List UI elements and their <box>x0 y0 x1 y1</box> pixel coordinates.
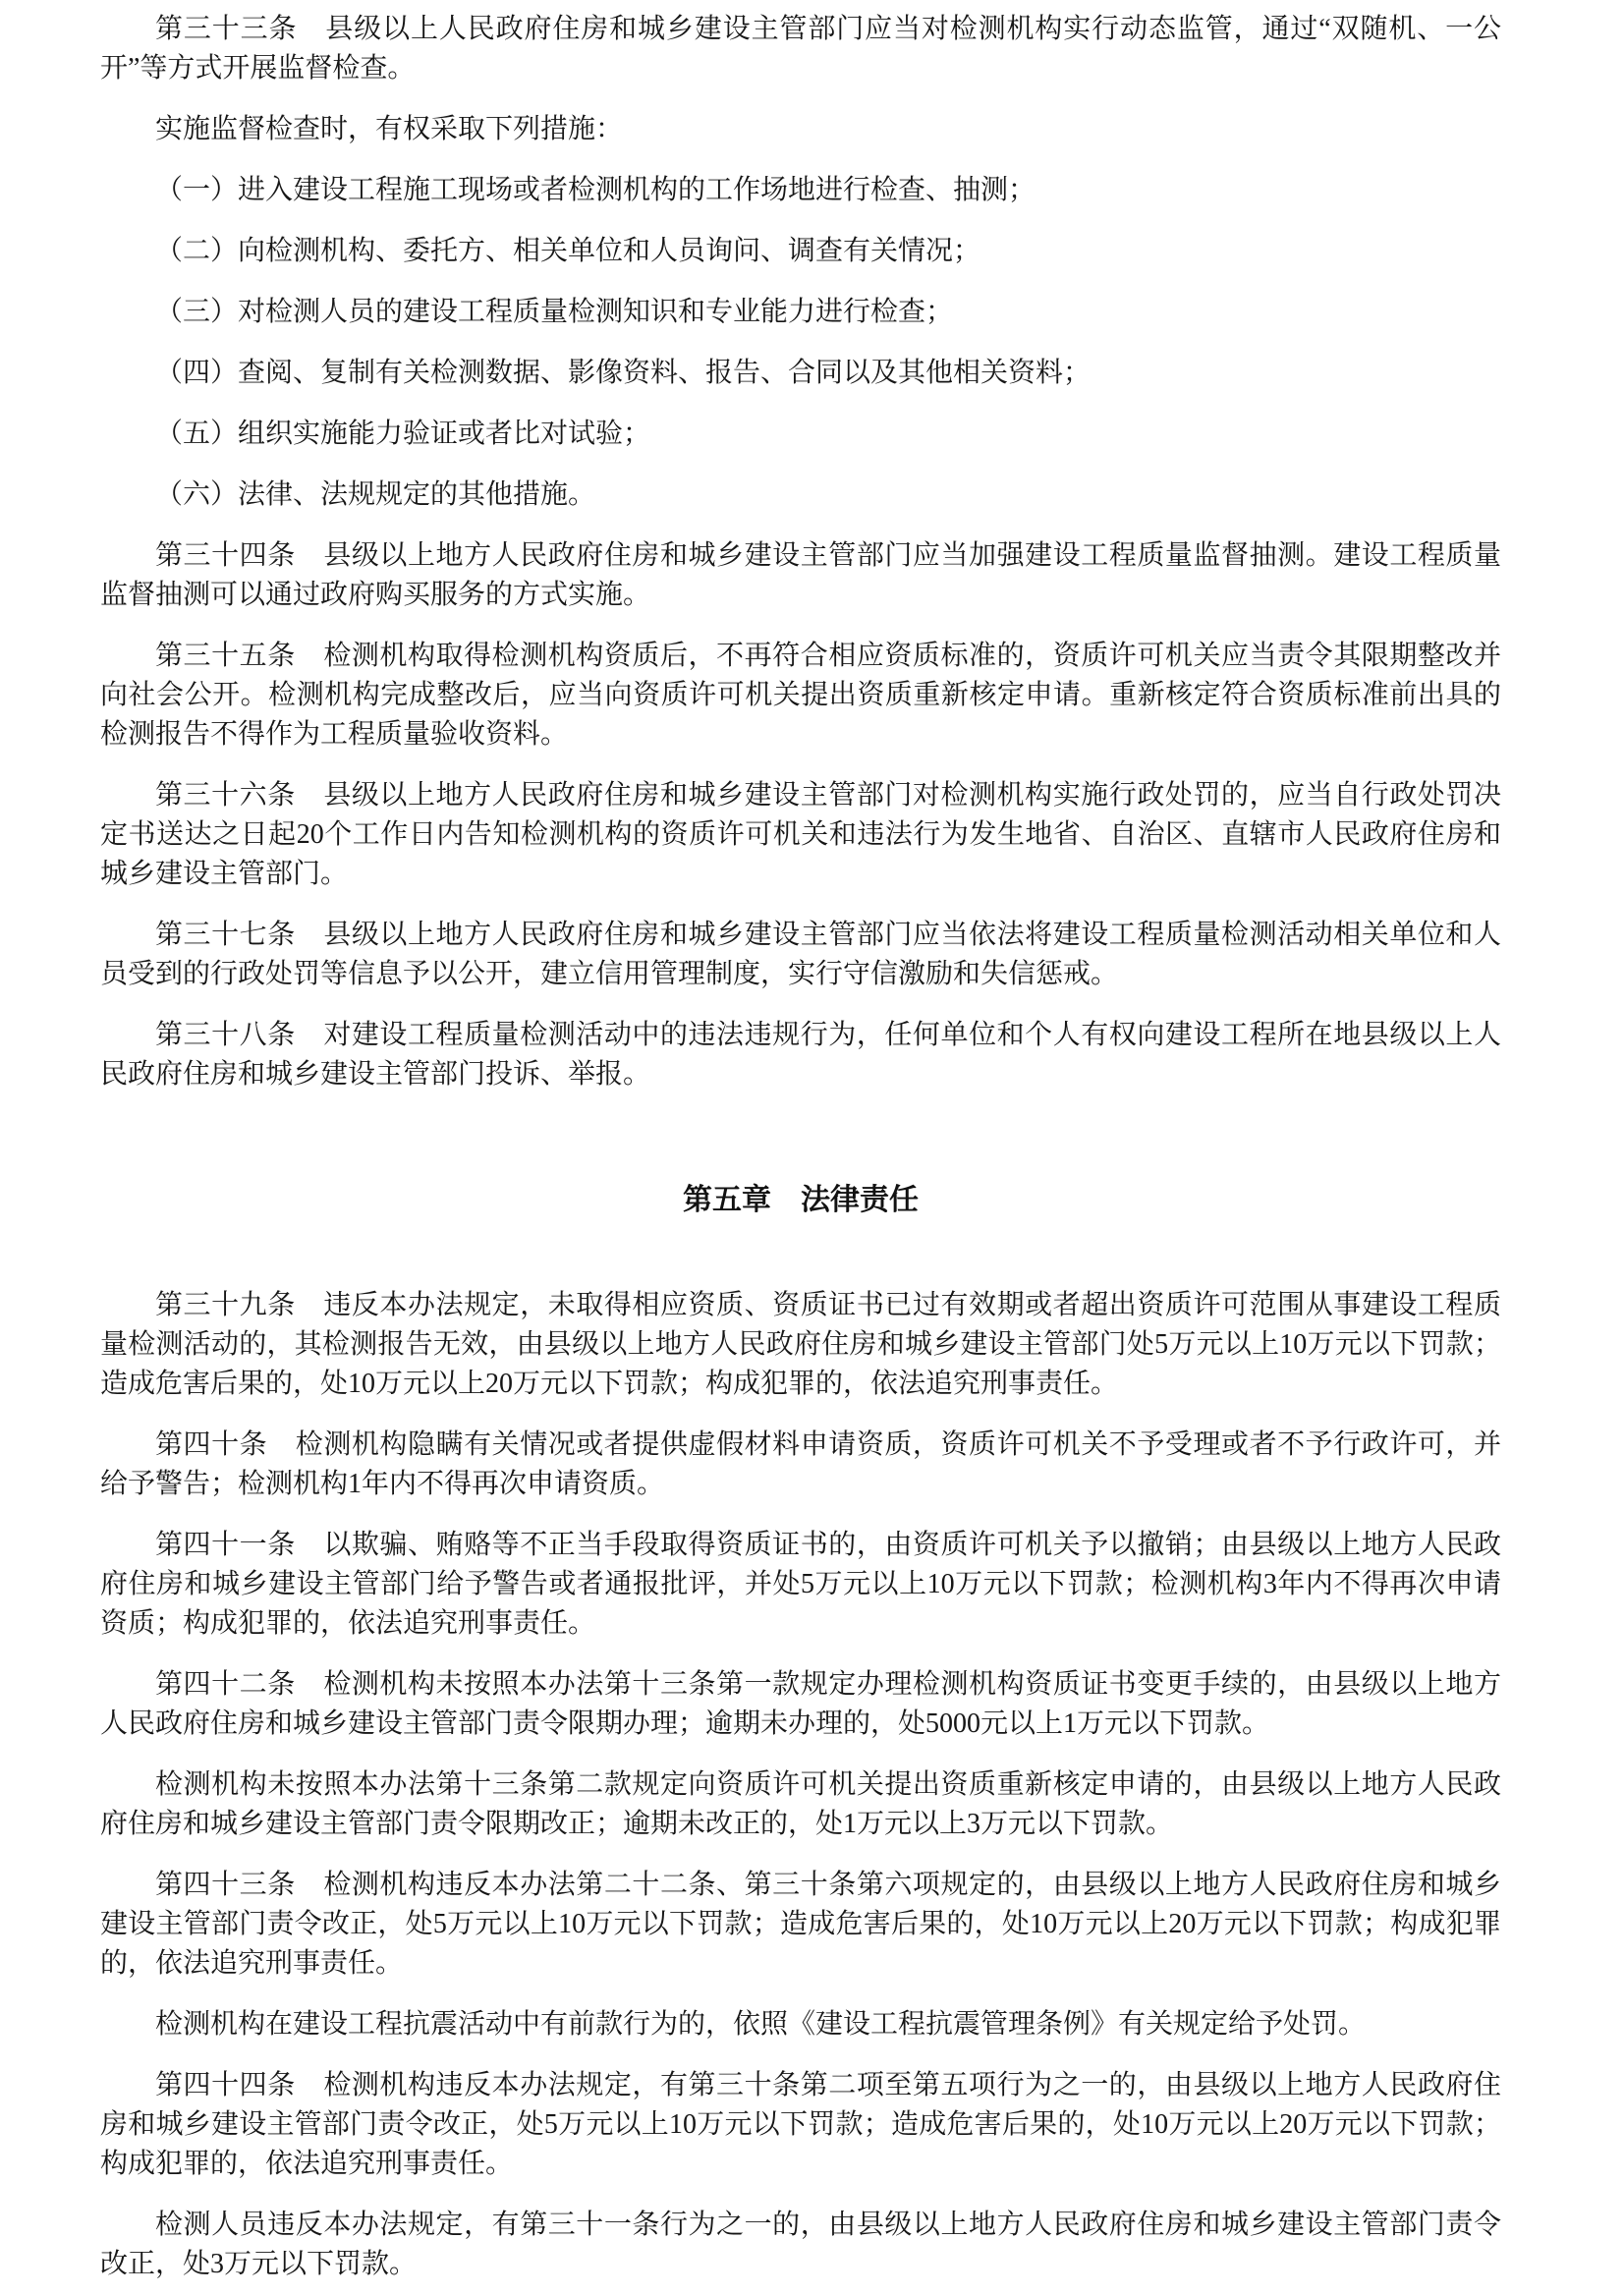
article-41: 第四十一条 以欺骗、贿赂等不正当手段取得资质证书的，由资质许可机关予以撤销；由县级以上地方人民政府住房和城乡建设主管部门给予警告或者通报批评，并处5万元以上10万元以下罚款；检测机构3年内不得再次申请资质；构成犯罪的，依法追究刑事责任。 <box>100 1530 1501 1639</box>
document-body <box>100 10 1501 2284</box>
article-42-para-2: 检测机构未按照本办法第十三条第二款规定向资质许可机关提出资质重新核定申请的，由县级以上地方人民政府住房和城乡建设主管部门责令限期改正；逾期未改正的，处1万元以上3万元以下罚款。 <box>100 1769 1501 1839</box>
article-44-para-2: 检测人员违反本办法规定，有第三十一条行为之一的，由县级以上地方人民政府住房和城乡建设主管部门责令改正，处3万元以下罚款。 <box>100 2210 1501 2279</box>
article-36: 第三十六条 县级以上地方人民政府住房和城乡建设主管部门对检测机构实施行政处罚的，应当自行政处罚决定书送达之日起20个工作日内告知检测机构的资质许可机关和违法行为发生地省、自治区、直辖市人民政府住房和城乡建设主管部门。 <box>100 780 1501 889</box>
measure-item-5: （五）组织实施能力验证或者比对试验； <box>155 419 651 449</box>
article-35: 第三十五条 检测机构取得检测机构资质后，不再符合相应资质标准的，资质许可机关应当责令其限期整改并向社会公开。检测机构完成整改后，应当向资质许可机关提出资质重新核定申请。重新核定符合资质标准前出具的检测报告不得作为工程质量验收资料。 <box>100 641 1501 750</box>
measure-item-1: （一）进入建设工程施工现场或者检测机构的工作场地进行检查、抽测； <box>155 175 1036 205</box>
article-40: 第四十条 检测机构隐瞒有关情况或者提供虚假材料申请资质，资质许可机关不予受理或者不予行政许可，并给予警告；检测机构1年内不得再次申请资质。 <box>100 1429 1501 1499</box>
article-43-para-2: 检测机构在建设工程抗震活动中有前款行为的，依照《建设工程抗震管理条例》有关规定给予处罚。 <box>155 2009 1367 2040</box>
measure-item-4: （四）查阅、复制有关检测数据、影像资料、报告、合同以及其他相关资料； <box>155 358 1092 388</box>
article-43: 第四十三条 检测机构违反本办法第二十二条、第三十条第六项规定的，由县级以上地方人民政府住房和城乡建设主管部门责令改正，处5万元以上10万元以下罚款；造成危害后果的，处10万元以上20万元以下罚款；构成犯罪的，依法追究刑事责任。 <box>100 1870 1501 1979</box>
article-33: 第三十三条 县级以上人民政府住房和城乡建设主管部门应当对检测机构实行动态监管，通过“双随机、一公开”等方式开展监督检查。 <box>100 14 1501 84</box>
article-37: 第三十七条 县级以上地方人民政府住房和城乡建设主管部门应当依法将建设工程质量检测活动相关单位和人员受到的行政处罚等信息予以公开，建立信用管理制度，实行守信激励和失信惩戒。 <box>100 920 1501 989</box>
measure-item-2: （二）向检测机构、委托方、相关单位和人员询问、调查有关情况； <box>155 236 981 266</box>
article-38: 第三十八条 对建设工程质量检测活动中的违法违规行为，任何单位和个人有权向建设工程所在地县级以上人民政府住房和城乡建设主管部门投诉、举报。 <box>100 1020 1501 1090</box>
chapter-5-heading: 第五章 法律责任 <box>683 1184 919 1216</box>
article-34: 第三十四条 县级以上地方人民政府住房和城乡建设主管部门应当加强建设工程质量监督抽测。建设工程质量监督抽测可以通过政府购买服务的方式实施。 <box>100 540 1501 610</box>
article-39: 第三十九条 违反本办法规定，未取得相应资质、资质证书已过有效期或者超出资质许可范围从事建设工程质量检测活动的，其检测报告无效，由县级以上地方人民政府住房和城乡建设主管部门处5万元以上10万元以下罚款；造成危害后果的，处10万元以上20万元以下罚款；构成犯罪的，依法追究刑事责任。 <box>100 1290 1501 1399</box>
article-44: 第四十四条 检测机构违反本办法规定，有第三十条第二项至第五项行为之一的，由县级以上地方人民政府住房和城乡建设主管部门责令改正，处5万元以上10万元以下罚款；造成危害后果的，处10万元以上20万元以下罚款；构成犯罪的，依法追究刑事责任。 <box>100 2070 1501 2179</box>
measure-item-3: （三）对检测人员的建设工程质量检测知识和专业能力进行检查； <box>155 297 954 327</box>
article-33-measures-intro: 实施监督检查时，有权采取下列措施： <box>155 114 624 144</box>
article-42: 第四十二条 检测机构未按照本办法第十三条第一款规定办理检测机构资质证书变更手续的，由县级以上地方人民政府住房和城乡建设主管部门责令限期办理；逾期未办理的，处5000元以上1万元以下罚款。 <box>100 1669 1501 1739</box>
measure-item-6: （六）法律、法规规定的其他措施。 <box>155 479 596 510</box>
